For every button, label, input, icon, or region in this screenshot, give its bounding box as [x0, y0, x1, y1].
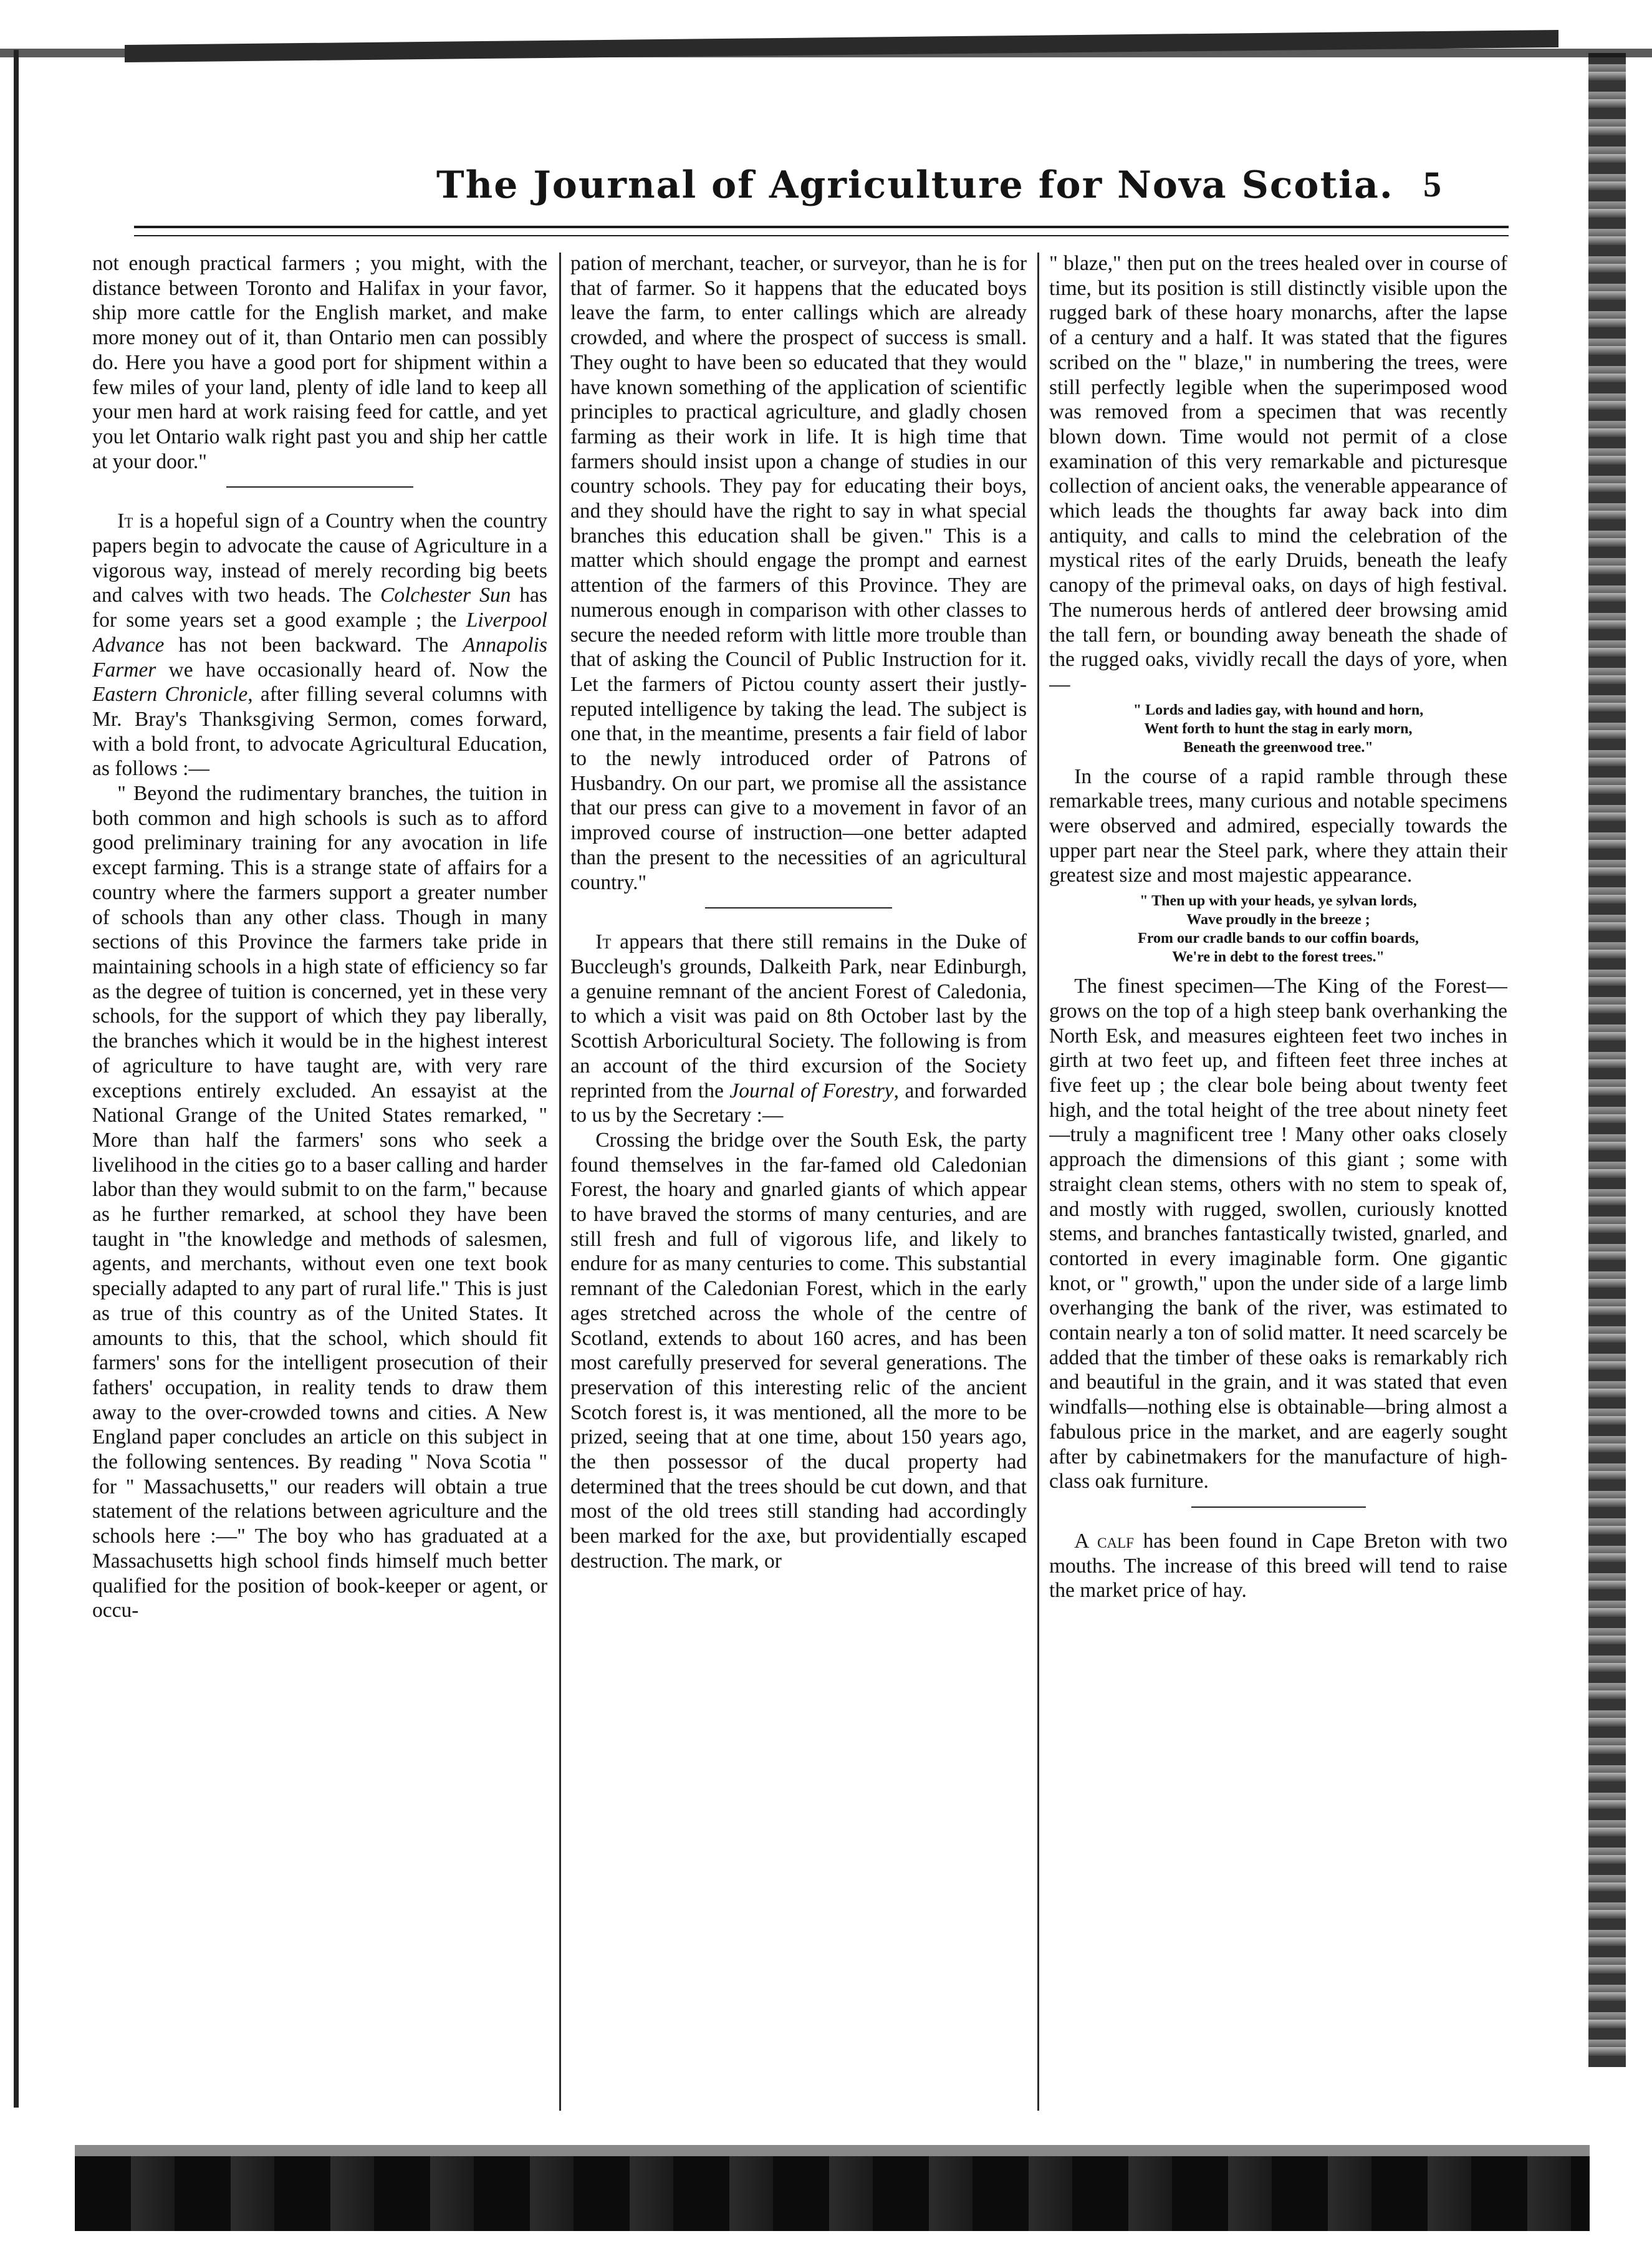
paragraph: In the course of a rapid ramble through these remarkable trees, many curious and notable specimens were observed and admired, especially towards the upper part near the Steel park, where they attain their greatest size and most majestic appearance.: [1049, 764, 1507, 887]
paper-name: Eastern Chronicle: [92, 683, 248, 706]
lead-word: It: [595, 930, 612, 954]
column-1: [92, 251, 547, 2116]
header-rule-thick: [134, 226, 1509, 228]
paper-name: Colchester Sun: [380, 584, 511, 607]
paragraph: The finest specimen—The King of the Forest—grows on the top of a high steep bank overhanking the North Esk, and measures eighteen feet two inches in girth at two feet up, and fifteen feet three inches at five feet up ; the clear bole being about twenty feet high, and the total height of the tree about ninety feet —truly a magnificent tree ! Many other oaks closely approach the dimensions of this giant ; some with straight clean stems, others with no stem to speak of, and mostly with rugged, swollen, curiously knotted stems, and branches fantastically twisted, gnarled, and contorted in every imaginable form. One gigantic knot, or " growth," upon the under side of a large limb overhanging the bank of the river, was estimated to contain nearly a ton of solid matter. It need scarcely be added that the timber of these oaks is remarkably rich and beautiful in the grain, and it was stated that even windfalls—nothing else is obtainable—bring almost a fabulous price in the market, and are eagerly sought after by cabinetmakers for the manufacture of high-class oak furniture.: [1049, 975, 1507, 1493]
paragraph: A calf has been found in Cape Breton with two mouths. The increase of this breed will tend to raise the market price of hay.: [1049, 1529, 1507, 1603]
column-divider-1: [559, 253, 561, 2111]
lead-word: It: [117, 509, 133, 533]
verse-line: Went forth to hunt the stag in early morn,: [1144, 720, 1413, 737]
paragraph: " Beyond the rudimentary branches, the tuition in both common and high schools is such as to afford good preliminary training for any avocation in life except farming. This is a strange state of affairs for a country where the farmers support a greater number of schools than any other class. Though in many sections of this Province the farmers take pride in maintaining schools in a high state of efficiency so far as the degree of tuition is concerned, yet in these very schools, for the support of which they pay liberally, the branches which it would be in the highest interest of agriculture to have taught are, with very rare exceptions entirely excluded. An essayist at the National Grange of the United States remarked, " More than half the farmers' sons who seek a livelihood in the cities go to a baser calling and harder labor than they would submit to on the farm," because as he further remarked, at school they have been taught in "the knowledge and methods of salesmen, agents, and merchants, without even one text book specially adapted to any part of rural life." This is just as true of this country as of the United States. It amounts to this, that the school, which should fit farmers' sons for the intelligent prosecution of their fathers' occupation, in reality tends to draw them away to the over-crowded towns and cities. A New England paper concludes an article on this subject in the following sentences. By reading " Nova Scotia " for " Massachusetts," our readers will obtain a true statement of the relations between agriculture and the schools here :—" The boy who has graduated at a Massachusetts high school finds himself much better qualified for the position of book-keeper or agent, or occu-: [92, 782, 547, 1622]
journal-name: Journal of Forestry: [729, 1079, 894, 1102]
section-divider: [226, 486, 413, 488]
verse-quote: [1049, 892, 1507, 966]
paragraph: pation of merchant, teacher, or surveyor, than he is for that of farmer. So it happens that the educated boys leave the farm, to enter callings which are already crowded, and where the prospect of success is small. They ought to have been so educated that they would have known something of the application of scientific principles to practical agriculture, and gladly chosen farming as their work in life. It is high time that farmers should insist upon a change of studies in our country schools. They pay for educating their boys, and they should have the right to say in what special branches this education shall be given." This is a matter which should engage the prompt and earnest attention of the farmers of this Province. They are numerous enough in comparison with other classes to secure the needed reform with little more trouble than that of asking the Council of Public Instruction for it. Let the farmers of Pictou county assert their justly-reputed intelligence by taking the lead. The subject is one that, in the meantime, presents a fair field of labor to the newly introduced order of Patrons of Husbandry. On our part, we promise all the assistance that our press can give to a movement in favor of an improved course of instruction—one better adapted than the present to the necessities of an agricultural country.": [570, 252, 1027, 894]
journal-title: The Journal of Agriculture for Nova Scotia.: [436, 163, 1394, 207]
verse-line: Beneath the greenwood tree.": [1183, 739, 1373, 756]
paragraph: Crossing the bridge over the South Esk, the party found themselves in the far-famed old Caledonian Forest, the hoary and gnarled giants of which appear to have braved the storms of many centuries, and are still fresh and full of vigorous life, and likely to endure for as many centuries to come. This substantial remnant of the Caledonian Forest, which in the early ages stretched across the whole of the centre of Scotland, extends to about 160 acres, and has been most carefully preserved for several generations. The preservation of this interesting relic of the ancient Scotch forest is, it was mentioned, all the more to be prized, seeing that at one time, about 150 years ago, the then possessor of the ducal property had determined that the trees should be cut down, and that most of the old trees still standing had accordingly been marked for the axe, but providentially escaped destruction. The mark, or: [570, 1128, 1027, 1573]
paragraph: It is a hopeful sign of a Country when the country papers begin to advocate the cause of Agriculture in a vigorous way, instead of merely recording big beets and calves with two heads. The Colchester Sun has for some years set a good example ; the Liverpool Advance has not been backward. The Annapolis Farmer we have occasionally heard of. Now the Eastern Chronicle, after filling several columns with Mr. Bray's Thanksgiving Sermon, comes forward, with a bold front, to advocate Agricultural Education, as follows :—: [92, 509, 547, 781]
paper-name: Liverpool Advance: [92, 609, 547, 657]
verse-line: " Lords and ladies gay, with hound and horn,: [1133, 701, 1424, 718]
verse-line: Wave proudly in the breeze ;: [1186, 912, 1370, 928]
paper-name: Annapolis Farmer: [92, 633, 547, 682]
verse-quote: [1049, 701, 1507, 757]
verse-line: " Then up with your heads, ye sylvan lords,: [1140, 893, 1417, 910]
scan-right-edge: [1588, 53, 1626, 2067]
verse-line: From our cradle bands to our coffin boards,: [1138, 930, 1419, 947]
lead-word: A calf: [1074, 1529, 1134, 1553]
scan-top-edge: [0, 0, 1652, 69]
page-number: 5: [1423, 164, 1441, 205]
paragraph: " blaze," then put on the trees healed over in course of time, but its position is still distinctly visible upon the rugged bark of these hoary monarchs, after the lapse of a century and a half. It was stated that the figures scribed on the " blaze," in numbering the trees, were still perfectly legible when the superimposed wood was removed from a specimen that was recently blown down. Time would not permit of a close examination of this very remarkable and picturesque collection of ancient oaks, the venerable appearance of which leads the thoughts far away back into dim antiquity, and calls to mind the celebration of the mystical rites of the early Druids, beneath the leafy canopy of the primeval oaks, on days of high festival. The numerous herds of antlered deer browsing amid the tall fern, or bounding away beneath the shade of the rugged oaks, vividly recall the days of yore, when—: [1049, 252, 1507, 696]
section-divider: [705, 907, 892, 909]
scan-bottom-edge: [75, 2156, 1590, 2231]
scan-left-edge: [14, 50, 19, 2108]
header-rule-thin: [134, 235, 1509, 236]
column-divider-2: [1037, 253, 1039, 2111]
verse-line: We're in debt to the forest trees.": [1172, 949, 1385, 966]
paragraph: It appears that there still remains in the Duke of Buccleugh's grounds, Dalkeith Park, near Edinburgh, a genuine remnant of the ancient Forest of Caledonia, to which a visit was paid on 8th October last by the Scottish Arboricultural Society. The following is from an account of the third excursion of the Society reprinted from the Journal of Forestry, and forwarded to us by the Secretary :—: [570, 930, 1027, 1127]
column-3: [1049, 251, 1507, 2116]
column-2: [570, 251, 1027, 2116]
section-divider: [1191, 1506, 1366, 1508]
paragraph: not enough practical farmers ; you might, with the distance between Toronto and Halifax in your favor, ship more cattle for the English market, and make more money out of it, than Ontario men can possibly do. Here you have a good port for shipment within a few miles of your land, plenty of idle land to keep all your men hard at work raising feed for cattle, and yet you let Ontario walk right past you and ship her cattle at your door.": [92, 252, 547, 473]
